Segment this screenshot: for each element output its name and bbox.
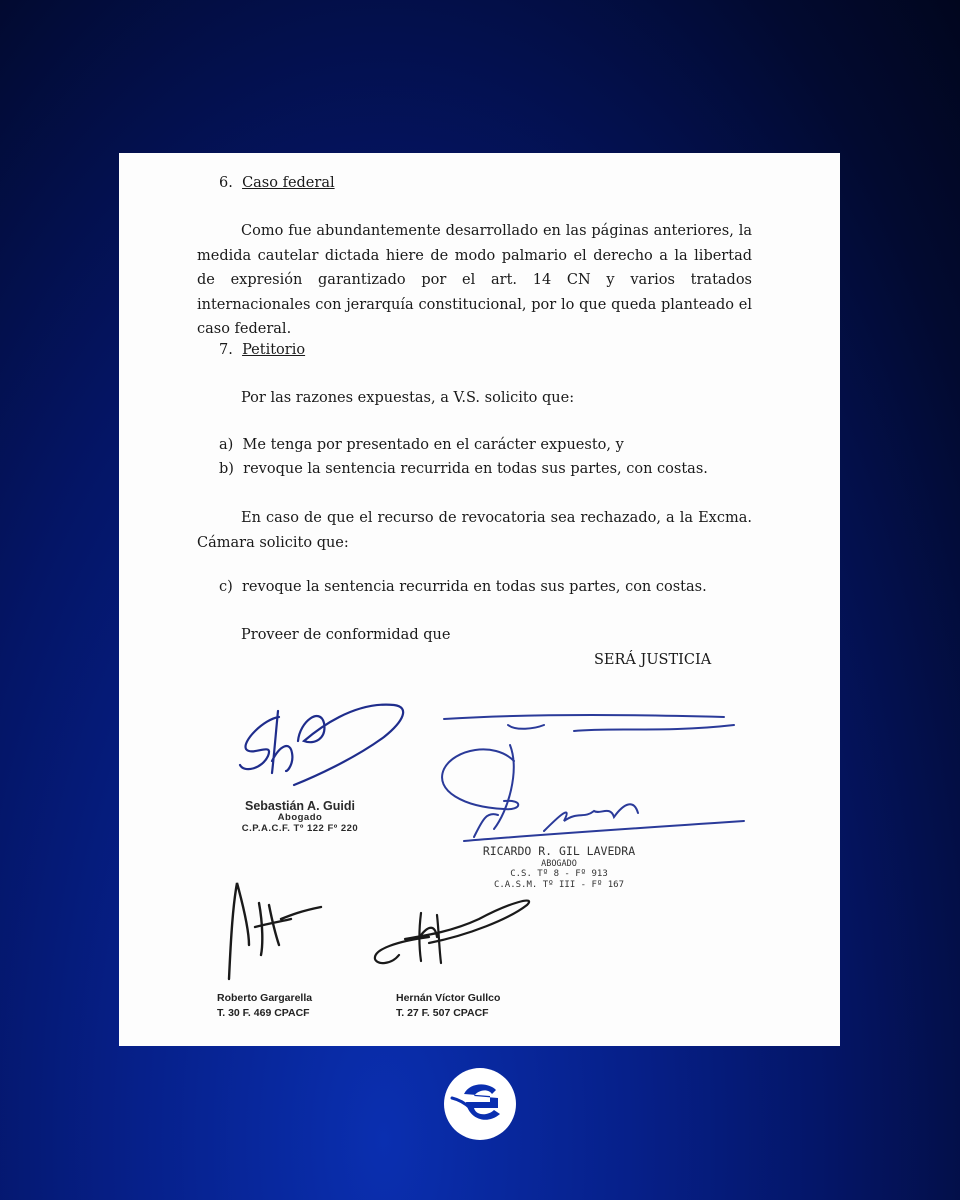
section-title: Caso federal <box>242 175 335 191</box>
signature-gullco <box>369 885 539 975</box>
signer-gullco: Hernán Víctor Gullco T. 27 F. 507 CPACF <box>396 992 501 1020</box>
signature-gil-lavedra <box>424 711 744 851</box>
subsidiary-request: En caso de que el recurso de revocatoria sea rechazado, a la Excma. Cámara solicito que: <box>197 510 752 551</box>
signature-guidi <box>234 701 414 791</box>
list-item <box>219 579 707 595</box>
item-text: revoque la sentencia recurrida en todas sus partes, con costas. <box>243 461 708 477</box>
section-number: 6. <box>219 175 233 191</box>
petition-intro: Por las razones expuestas, a V.S. solicito que: <box>241 390 575 406</box>
paragraph-caso-federal: Como fue abundantemente desarrollado en las páginas anteriores, la medida cautelar dictada hiere de modo palmario el derecho a la libertad de expresión garantizado por el art. 14 CN y varios tratados internacionales con jerarquía constitucional, por lo que queda planteado el caso federal. <box>197 223 752 337</box>
item-label: c) <box>219 579 233 595</box>
stamp-guidi: Sebastián A. Guidi Abogado C.P.A.C.F. Tº 122 Fº 220 <box>241 799 359 835</box>
document-page <box>119 153 840 1046</box>
section-number: 7. <box>219 342 233 358</box>
item-label: a) <box>219 437 234 453</box>
bird-e-logo-icon <box>444 1068 516 1140</box>
item-text: revoque la sentencia recurrida en todas sus partes, con costas. <box>242 579 707 595</box>
item-label: b) <box>219 461 234 477</box>
section-7-heading <box>219 342 305 358</box>
list-item <box>219 437 624 453</box>
stamp-gil-lavedra: RICARDO R. GIL LAVEDRA ABOGADO C.S. Tº 8 - Fº 913 C.A.S.M. Tº III - Fº 167 <box>482 844 636 890</box>
item-text: Me tenga por presentado en el carácter expuesto, y <box>242 437 624 453</box>
section-title: Petitorio <box>242 342 306 358</box>
sera-justicia: SERÁ JUSTICIA <box>594 652 712 668</box>
list-item <box>219 461 708 477</box>
signer-gargarella: Roberto Gargarella T. 30 F. 469 CPACF <box>217 992 313 1020</box>
closing-line: Proveer de conformidad que <box>241 627 451 643</box>
section-6-heading <box>219 175 335 191</box>
signature-gargarella <box>219 875 329 985</box>
